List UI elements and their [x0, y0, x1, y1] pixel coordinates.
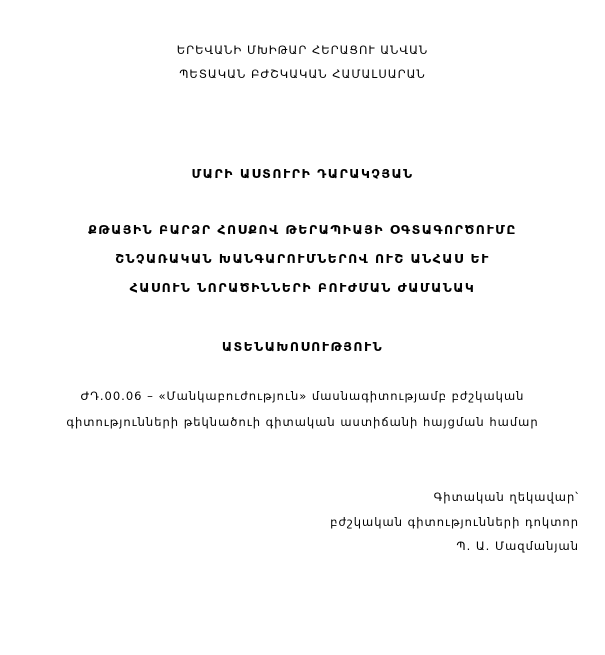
thesis-title-line-2: ՇՆՉԱՌԱԿԱՆ ԽԱՆԳԱՐՈՒՄՆԵՐՈՎ ՈՒՇ ԱՆՀԱՍ ԵՒ [115, 251, 490, 266]
specialty-line-2: գիտությունների թեկնածուի գիտական աստիճանի հայցման համար [66, 415, 539, 429]
institution-line-1: ԵՐԵՎԱՆԻ ՄԽԻԹԱՐ ՀԵՐԱՑՈՒ ԱՆՎԱՆ [176, 43, 429, 57]
thesis-title-line-3: ՀԱՍՈՒՆ ՆՈՐԱԾԻՆՆԵՐԻ ԲՈՒԺՄԱՆ ԺԱՄԱՆԱԿ [129, 280, 476, 295]
specialty-line-1: ԺԴ.00.06 – «Մանկաբուժություն» մասնագիտությամբ բժշկական [80, 389, 525, 403]
supervisor-name: Պ. Ա. Մազմանյան [456, 539, 579, 553]
institution-line-2: ՊԵՏԱԿԱՆ ԲԺՇԿԱԿԱՆ ՀԱՄԱԼՍԱՐԱՆ [179, 67, 426, 81]
thesis-title-line-1: ՔԹԱՅԻՆ ԲԱՐՁՐ ՀՈՍՔՈՎ ԹԵՐԱՊԻԱՅԻ ՕԳՏԱԳՈՐԾՈՒՄԸ [88, 222, 517, 237]
author-name: ՄԱՐԻ ԱՍՏՈՒՐԻ ԴԱՐԱԿՉՅԱՆ [191, 166, 414, 181]
document-type: ԱՏԵՆԱԽՈՍՈՒԹՅՈՒՆ [221, 339, 384, 354]
supervisor-label: Գիտական ղեկավար՝ [433, 490, 579, 504]
supervisor-degree: բժշկական գիտությունների դոկտոր [330, 515, 579, 529]
